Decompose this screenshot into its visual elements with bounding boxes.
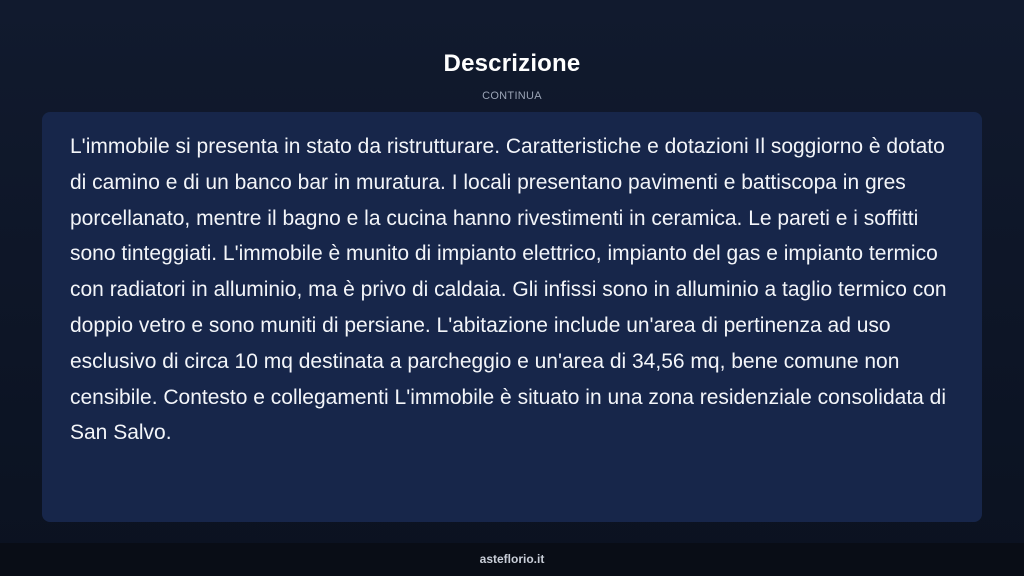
page-title: Descrizione [443,50,581,77]
page-subtitle: CONTINUA [482,90,542,102]
footer-site-name: asteflorio.it [479,552,545,566]
footer-bar [0,543,1024,576]
description-text: L'immobile si presenta in stato da ristrutturare. Caratteristiche e dotazioni Il soggiorno è dotato di camino e di un banco bar in muratura. I locali presentano pavimenti e battiscopa in gres porcellanato, mentre il bagno e la cucina hanno rivestimenti in ceramica. Le pareti e i soffitti sono tinteggiati. L'immobile è munito di impianto elettrico, impianto del gas e impianto termico con radiatori in alluminio, ma è privo di caldaia. Gli infissi sono in alluminio a taglio termico con doppio vetro e sono muniti di persiane. L'abitazione include un'area di pertinenza ad uso esclusivo di circa 10 mq destinata a parcheggio e un'area di 34,56 mq, bene comune non censibile. Contesto e collegamenti L'immobile è situato in una zona residenziale consolidata di San Salvo. [70,135,947,445]
description-card [42,112,982,522]
